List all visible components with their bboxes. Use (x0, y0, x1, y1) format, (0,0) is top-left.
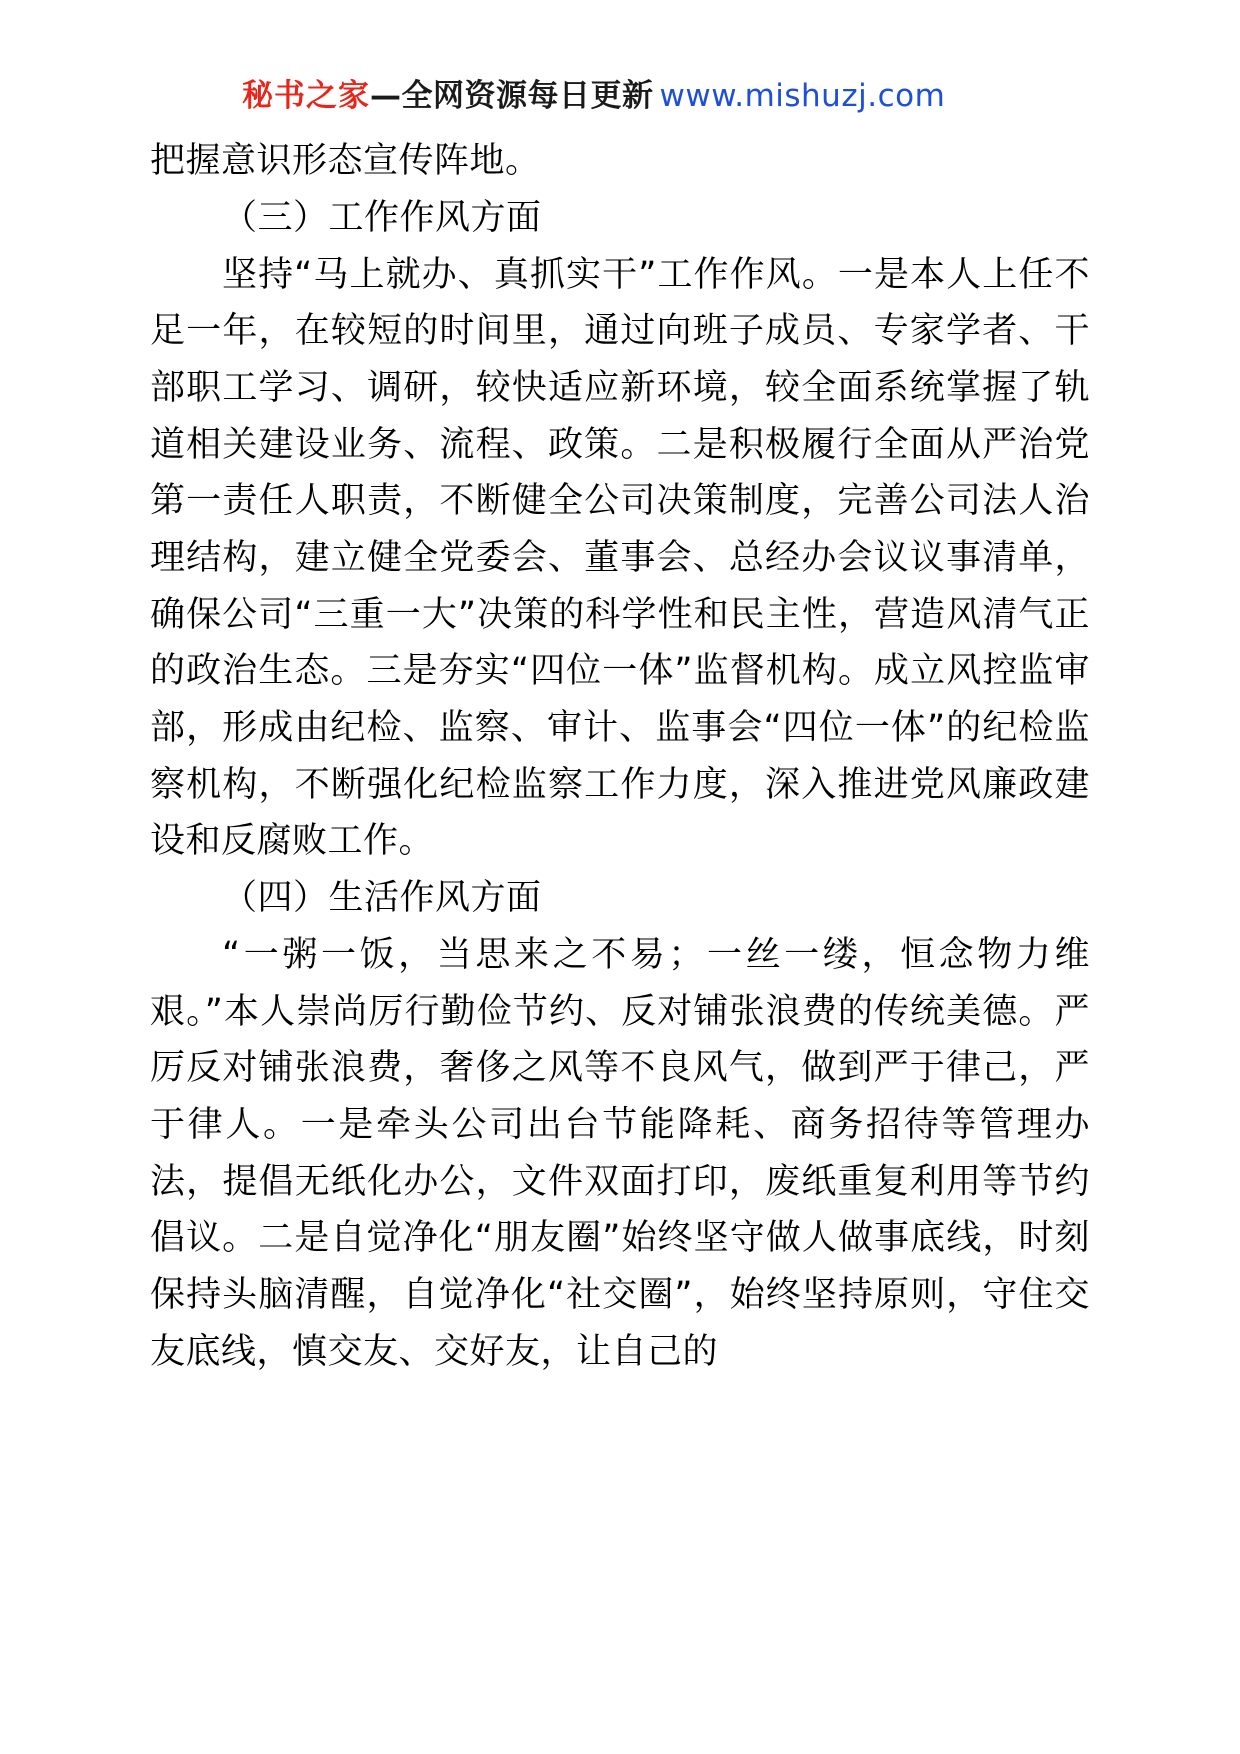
document-body (150, 133, 1090, 1380)
paragraph: “一粥一饭，当思来之不易；一丝一缕，恒念物力维艰。”本人崇尚厉行勤俭节约、反对铺张浪费的传统美德。严厉反对铺张浪费，奢侈之风等不良风气，做到严于律己，严于律人。一是牵头公司出台节能降耗、商务招待等管理办法，提倡无纸化办公，文件双面打印，废纸重复利用等节约倡议。二是自觉净化“朋友圈”始终坚守做人做事底线，时刻保持头脑清醒，自觉净化“社交圈”，始终坚持原则，守住交友底线，慎交友、交好友，让自己的 (150, 934, 1090, 1372)
paragraph: 把握意识形态宣传阵地。 (150, 141, 541, 182)
paragraph: 坚持“马上就办、真抓实干”工作作风。一是本人上任不足一年，在较短的时间里，通过向班子成员、专家学者、干部职工学习、调研，较快适应新环境，较全面系统掌握了轨道相关建设业务、流程、政策。二是积极履行全面从严治党第一责任人职责，不断健全公司决策制度，完善公司法人治理结构，建立健全党委会、董事会、总经办会议议事清单，确保公司“三重一大”决策的科学性和民主性，营造风清气正的政治生态。三是夯实“四位一体”监督机构。成立风控监审部，形成由纪检、监察、审计、监事会“四位一体”的纪检监察机构，不断强化纪检监察工作力度，深入推进党风廉政建设和反腐败工作。 (150, 254, 1090, 862)
section-heading-three: （三）工作作风方面 (222, 197, 542, 238)
watermark-banner (242, 78, 1090, 115)
watermark-url[interactable]: www.mishuzj.com (659, 78, 946, 114)
section-heading-four: （四）生活作风方面 (222, 878, 542, 919)
watermark-brand: 秘书之家 (242, 78, 370, 114)
watermark-tagline: —全网资源每日更新 (370, 78, 654, 114)
